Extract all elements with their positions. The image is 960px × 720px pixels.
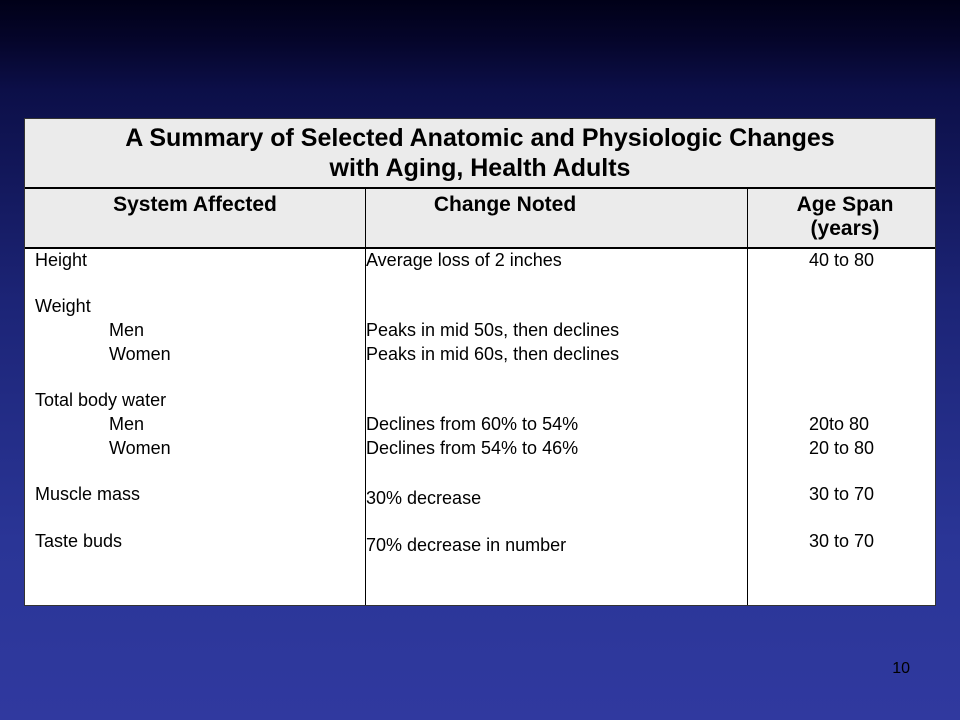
row-taste-age: 30 to 70 [809,531,875,551]
column-header-row [25,189,935,249]
row-water-women-age: 20 to 80 [809,438,875,458]
row-taste-change: 70% decrease in number [366,535,567,555]
row-muscle-change: 30% decrease [366,488,482,508]
row-weight-men-system: Men [109,320,145,340]
row-taste-system: Taste buds [35,531,123,551]
row-weight-women-change: Peaks in mid 60s, then declines [366,344,620,364]
row-water-men-system: Men [109,414,145,434]
header-age-span-line2: (years) [810,217,880,240]
title-line-1: A Summary of Selected Anatomic and Physiologic Changes [125,124,835,152]
row-height-age: 40 to 80 [809,250,875,270]
row-height-change: Average loss of 2 inches [366,250,562,270]
page-number: 10 [892,660,910,677]
header-age-span [760,193,930,241]
row-weight-system: Weight [35,296,91,316]
row-weight-men-change: Peaks in mid 50s, then declines [366,320,620,340]
header-system-affected: System Affected [113,193,277,216]
row-muscle-system: Muscle mass [35,484,141,504]
summary-table [24,118,936,606]
row-muscle-age: 30 to 70 [809,484,875,504]
title-line-2: with Aging, Health Adults [329,154,631,182]
row-water-women-change: Declines from 54% to 46% [366,438,579,458]
row-water-system: Total body water [35,390,167,410]
row-weight-women-system: Women [109,344,171,364]
row-height-system: Height [35,250,88,270]
row-water-men-age: 20to 80 [809,414,870,434]
header-age-span-line1: Age Span [796,193,894,216]
row-water-women-system: Women [109,438,171,458]
row-water-men-change: Declines from 60% to 54% [366,414,579,434]
table-title [25,119,935,189]
column-divider-2 [747,187,748,605]
header-change-noted: Change Noted [433,193,577,216]
